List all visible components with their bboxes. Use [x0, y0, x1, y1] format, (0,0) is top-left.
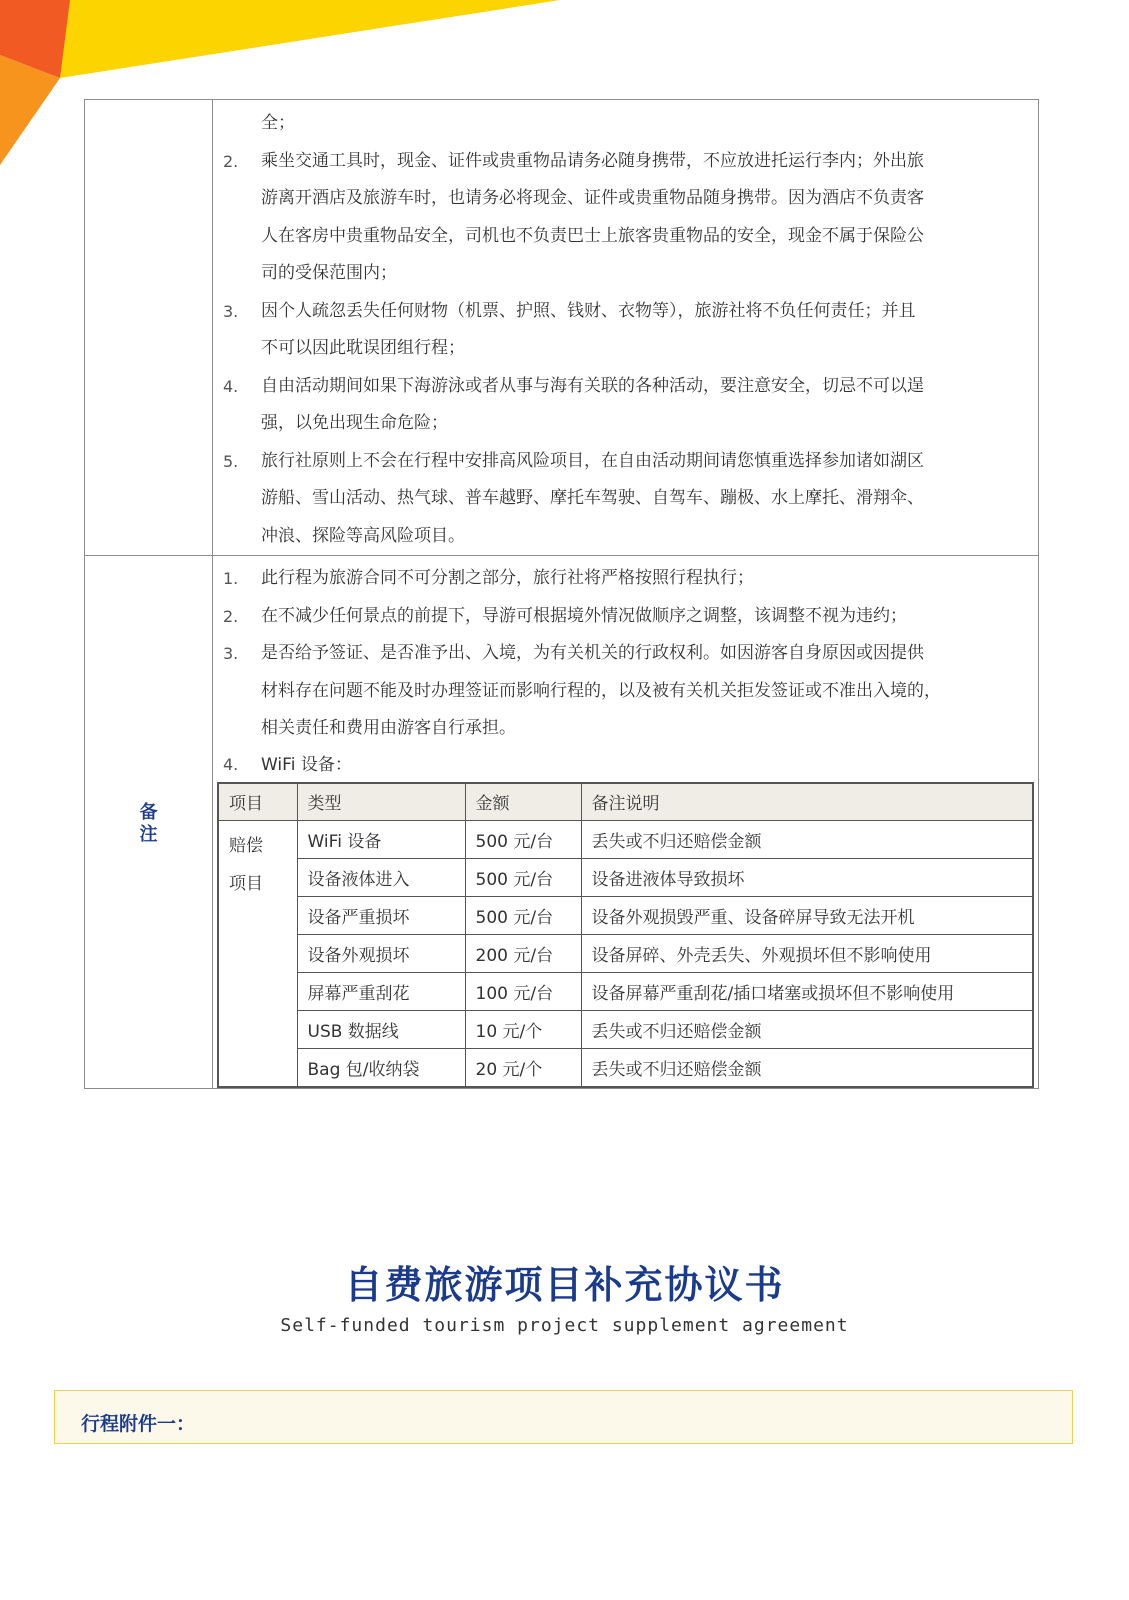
list-item-line: [221, 255, 1032, 293]
amount-cell: 500 元/台: [465, 897, 581, 935]
type-cell: 设备外观损坏: [297, 935, 465, 973]
item-text: 游船、雪山活动、热气球、普车越野、摩托车驾驶、自驾车、蹦极、水上摩托、滑翔伞、: [261, 488, 924, 508]
item-text: 司的受保范围内；: [261, 263, 397, 283]
amount-cell: 500 元/台: [465, 859, 581, 897]
item-text: 游离开酒店及旅游车时，也请务必将现金、证件或贵重物品随身携带。因为酒店不负责客: [261, 188, 924, 208]
list-item-line: [221, 330, 1032, 368]
item-text: 强，以免出现生命危险；: [261, 413, 448, 433]
item-number: [221, 180, 261, 218]
itinerary-notes-table: [84, 99, 1039, 1089]
item-number: [221, 255, 261, 293]
list-item-line: [221, 293, 1032, 331]
document-subtitle: Self-funded tourism project supplement agreement: [280, 1315, 849, 1336]
item-text: 材料存在问题不能及时办理签证而影响行程的，以及被有关机关拒发签证或不准出入境的，: [261, 680, 941, 701]
amount-cell: 10 元/个: [465, 1011, 581, 1049]
amount-cell: 200 元/台: [465, 935, 581, 973]
table-header-row: [218, 783, 1033, 821]
item-text: 旅行社原则上不会在行程中安排高风险项目，在自由活动期间请您慎重选择参加诸如湖区: [261, 450, 924, 471]
remarks-label-char: 备: [139, 802, 158, 823]
list-item-line: [221, 518, 1032, 556]
table-row: [218, 1011, 1033, 1049]
item-number: [221, 330, 261, 368]
item-number: 4.: [223, 376, 239, 396]
group-label-line: 赔偿: [229, 836, 263, 856]
type-cell: 设备严重损坏: [297, 897, 465, 935]
item-number: 2.: [223, 606, 239, 626]
item-number: 3.: [223, 644, 239, 663]
note-cell: 丢失或不归还赔偿金额: [581, 1049, 1033, 1087]
wifi-compensation-table: [217, 782, 1034, 1088]
type-cell: 设备液体进入: [297, 859, 465, 897]
attachment-label: 行程附件一：: [81, 1413, 196, 1435]
continued-line: 全；: [261, 113, 295, 133]
note-cell: 设备进液体导致损坏: [581, 859, 1033, 897]
table-row: [218, 973, 1033, 1011]
remarks-row: [85, 556, 1039, 1089]
list-item-line: [221, 480, 1032, 518]
remarks-list: [221, 560, 1032, 748]
remarks-label: [85, 556, 212, 846]
item-number: 5.: [223, 451, 239, 471]
item-text: 在不减少任何景点的前提下，导游可根据境外情况做顺序之调整，该调整不视为违约；: [261, 605, 907, 626]
item-text: 因个人疏忽丢失任何财物（机票、护照、钱财、衣物等），旅游社将不负任何责任；并且: [261, 300, 916, 321]
item-text: 此行程为旅游合同不可分割之部分，旅行社将严格按照行程执行；: [261, 568, 754, 588]
document-title: 自费旅游项目补充协议书: [344, 1263, 785, 1307]
list-item-line: [221, 443, 1032, 481]
list-item-line: [221, 180, 1032, 218]
item-text: 自由活动期间如果下海游泳或者从事与海有关联的各种活动，要注意安全，切忌不可以逞: [261, 375, 924, 396]
table-header-cell: 金额: [465, 783, 581, 821]
type-cell: 屏幕严重刮花: [297, 973, 465, 1011]
list-item-line: [221, 710, 1032, 748]
list-item-line: [221, 368, 1032, 406]
wifi-heading: [221, 748, 1032, 782]
table-header-cell: 类型: [297, 783, 465, 821]
group-cell: [218, 821, 297, 1087]
list-item-line: [221, 143, 1032, 181]
group-label-line: 项目: [229, 874, 263, 894]
amount-cell: 100 元/台: [465, 973, 581, 1011]
table-header-cell: 项目: [218, 783, 297, 821]
type-cell: Bag 包/收纳袋: [297, 1049, 465, 1087]
table-row: [218, 897, 1033, 935]
item-number: [221, 710, 261, 748]
amount-cell: 500 元/台: [465, 821, 581, 859]
item-text: 是否给予签证、是否准予出、入境，为有关机关的行政权利。如因游客自身原因或因提供: [261, 643, 924, 663]
type-cell: USB 数据线: [297, 1011, 465, 1049]
item-text: 人在客房中贵重物品安全，司机也不负责巴士上旅客贵重物品的安全，现金不属于保险公: [261, 225, 924, 246]
item-number: [221, 673, 261, 711]
item-text: 相关责任和费用由游客自行承担。: [261, 718, 516, 738]
note-cell: 丢失或不归还赔偿金额: [581, 821, 1033, 859]
item-number: 3.: [223, 301, 239, 321]
safety-label-cell: [85, 100, 213, 556]
item-number: 1.: [223, 569, 239, 588]
safety-content-cell: [213, 100, 1039, 556]
item-number: 2.: [223, 151, 239, 171]
attachment-box: [54, 1390, 1073, 1444]
remarks-content-cell: [213, 556, 1039, 1089]
item-number: [221, 405, 261, 443]
list-item-line: [221, 560, 1032, 598]
item-text: 冲浪、探险等高风险项目。: [261, 525, 465, 546]
item-number: [221, 518, 261, 556]
safety-list: [221, 143, 1032, 556]
note-cell: 设备屏碎、外壳丢失、外观损坏但不影响使用: [581, 935, 1033, 973]
table-header-cell: 备注说明: [581, 783, 1033, 821]
item-text: 乘坐交通工具时，现金、证件或贵重物品请务必随身携带，不应放进托运行李内；外出旅: [261, 150, 924, 171]
note-cell: 设备屏幕严重刮花/插口堵塞或损坏但不影响使用: [581, 973, 1033, 1011]
safety-notes-row: [85, 100, 1039, 556]
note-cell: 设备外观损毁严重、设备碎屏导致无法开机: [581, 897, 1033, 935]
list-item-line: [221, 598, 1032, 636]
table-row: [218, 935, 1033, 973]
item-text: 不可以因此耽误团组行程；: [261, 338, 465, 358]
amount-cell: 20 元/个: [465, 1049, 581, 1087]
type-cell: WiFi 设备: [297, 821, 465, 859]
table-row: [218, 1049, 1033, 1087]
item-number: [221, 218, 261, 256]
wifi-heading-text: WiFi 设备：: [261, 754, 352, 775]
list-item-line: [221, 635, 1032, 673]
list-item-line: [221, 673, 1032, 711]
list-item-line: [221, 218, 1032, 256]
table-row: [218, 821, 1033, 859]
list-item-line: [221, 405, 1032, 443]
remarks-label-char: 注: [139, 824, 158, 845]
table-row: [218, 859, 1033, 897]
remarks-label-cell: [85, 556, 213, 1089]
note-cell: 丢失或不归还赔偿金额: [581, 1011, 1033, 1049]
wifi-num: 4.: [223, 754, 239, 774]
item-number: [221, 480, 261, 518]
yellow-stripe-shape: [60, 0, 560, 78]
